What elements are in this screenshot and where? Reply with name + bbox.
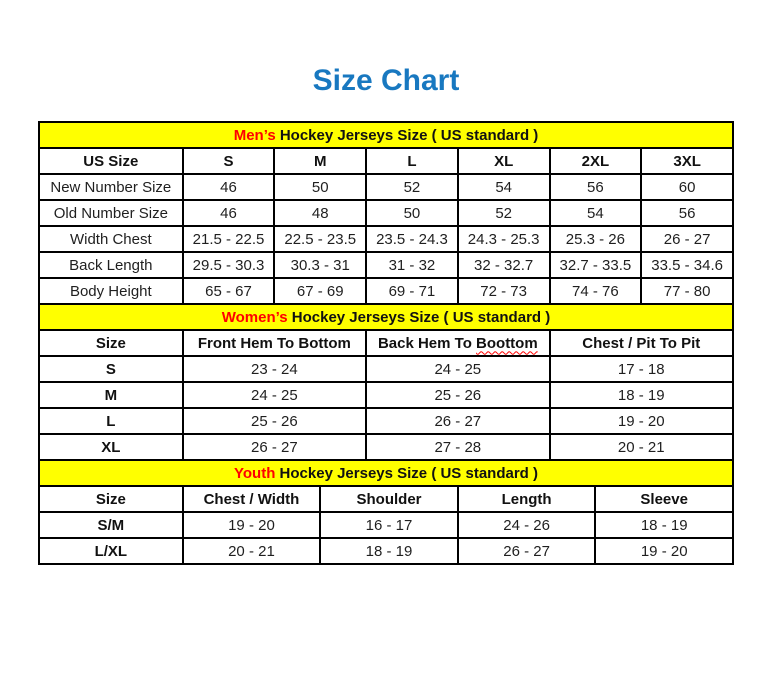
cell-value: 26 - 27 [183,434,366,460]
youth-sizes-table [38,459,734,565]
size-chart-tables [38,121,734,565]
column-header: Length [458,486,596,512]
cell-value: 20 - 21 [183,538,321,564]
cell-value: 52 [366,174,458,200]
table-row [39,382,733,408]
row-label: S/M [39,512,183,538]
cell-value: 25.3 - 26 [550,226,642,252]
table-row [39,278,733,304]
cell-value: 27 - 28 [366,434,549,460]
table-row [39,434,733,460]
cell-value: 24 - 25 [183,382,366,408]
womens-sizes-banner-row [39,304,733,330]
cell-value: 22.5 - 23.5 [274,226,366,252]
cell-value: 29.5 - 30.3 [183,252,275,278]
column-header: Shoulder [320,486,458,512]
column-header: L [366,148,458,174]
row-label: M [39,382,183,408]
cell-value: 25 - 26 [183,408,366,434]
column-header: Back Hem To Boottom [366,330,549,356]
row-label: L/XL [39,538,183,564]
column-header: Chest / Width [183,486,321,512]
cell-value: 23.5 - 24.3 [366,226,458,252]
cell-value: 46 [183,200,275,226]
mens-sizes-table [38,121,734,305]
youth-sizes-banner: Youth Hockey Jerseys Size ( US standard ) [39,460,733,486]
cell-value: 67 - 69 [274,278,366,304]
cell-value: 56 [641,200,733,226]
cell-value: 74 - 76 [550,278,642,304]
cell-value: 19 - 20 [595,538,733,564]
womens-sizes-table [38,303,734,461]
cell-value: 26 - 27 [366,408,549,434]
column-header: US Size [39,148,183,174]
cell-value: 19 - 20 [550,408,733,434]
womens-sizes-header-row [39,330,733,356]
table-row [39,200,733,226]
youth-sizes-header-row [39,486,733,512]
mens-sizes-header-row [39,148,733,174]
cell-value: 23 - 24 [183,356,366,382]
cell-value: 18 - 19 [550,382,733,408]
cell-value: 33.5 - 34.6 [641,252,733,278]
column-header: Chest / Pit To Pit [550,330,733,356]
youth-sizes-banner-row [39,460,733,486]
row-label: Width Chest [39,226,183,252]
column-header: 2XL [550,148,642,174]
column-header: Size [39,330,183,356]
row-label: New Number Size [39,174,183,200]
cell-value: 20 - 21 [550,434,733,460]
cell-value: 50 [274,174,366,200]
table-row [39,356,733,382]
cell-value: 32 - 32.7 [458,252,550,278]
cell-value: 24.3 - 25.3 [458,226,550,252]
cell-value: 24 - 25 [366,356,549,382]
cell-value: 65 - 67 [183,278,275,304]
cell-value: 26 - 27 [641,226,733,252]
row-label: S [39,356,183,382]
cell-value: 32.7 - 33.5 [550,252,642,278]
table-row [39,512,733,538]
row-label: Old Number Size [39,200,183,226]
cell-value: 54 [550,200,642,226]
column-header: XL [458,148,550,174]
column-header: 3XL [641,148,733,174]
column-header: Sleeve [595,486,733,512]
row-label: XL [39,434,183,460]
mens-sizes-banner-row [39,122,733,148]
cell-value: 56 [550,174,642,200]
cell-value: 54 [458,174,550,200]
table-row [39,174,733,200]
cell-value: 77 - 80 [641,278,733,304]
cell-value: 60 [641,174,733,200]
cell-value: 24 - 26 [458,512,596,538]
table-row [39,252,733,278]
cell-value: 30.3 - 31 [274,252,366,278]
cell-value: 25 - 26 [366,382,549,408]
cell-value: 72 - 73 [458,278,550,304]
table-row [39,538,733,564]
cell-value: 50 [366,200,458,226]
cell-value: 69 - 71 [366,278,458,304]
cell-value: 26 - 27 [458,538,596,564]
banner-accent: Men’s [233,126,276,144]
cell-value: 19 - 20 [183,512,321,538]
cell-value: 46 [183,174,275,200]
womens-sizes-banner: Women’s Hockey Jerseys Size ( US standard ) [39,304,733,330]
cell-value: 31 - 32 [366,252,458,278]
cell-value: 48 [274,200,366,226]
cell-value: 17 - 18 [550,356,733,382]
cell-value: 52 [458,200,550,226]
column-header: Front Hem To Bottom [183,330,366,356]
misspelled-word: Boottom [476,334,538,352]
row-label: Back Length [39,252,183,278]
cell-value: 18 - 19 [595,512,733,538]
table-row [39,408,733,434]
column-header: Size [39,486,183,512]
banner-accent: Women’s [221,308,288,326]
row-label: Body Height [39,278,183,304]
table-row [39,226,733,252]
page-title: Size Chart [312,64,460,97]
cell-value: 18 - 19 [320,538,458,564]
column-header: M [274,148,366,174]
column-header: S [183,148,275,174]
cell-value: 16 - 17 [320,512,458,538]
cell-value: 21.5 - 22.5 [183,226,275,252]
row-label: L [39,408,183,434]
mens-sizes-banner: Men’s Hockey Jerseys Size ( US standard ) [39,122,733,148]
banner-accent: Youth [234,464,276,482]
